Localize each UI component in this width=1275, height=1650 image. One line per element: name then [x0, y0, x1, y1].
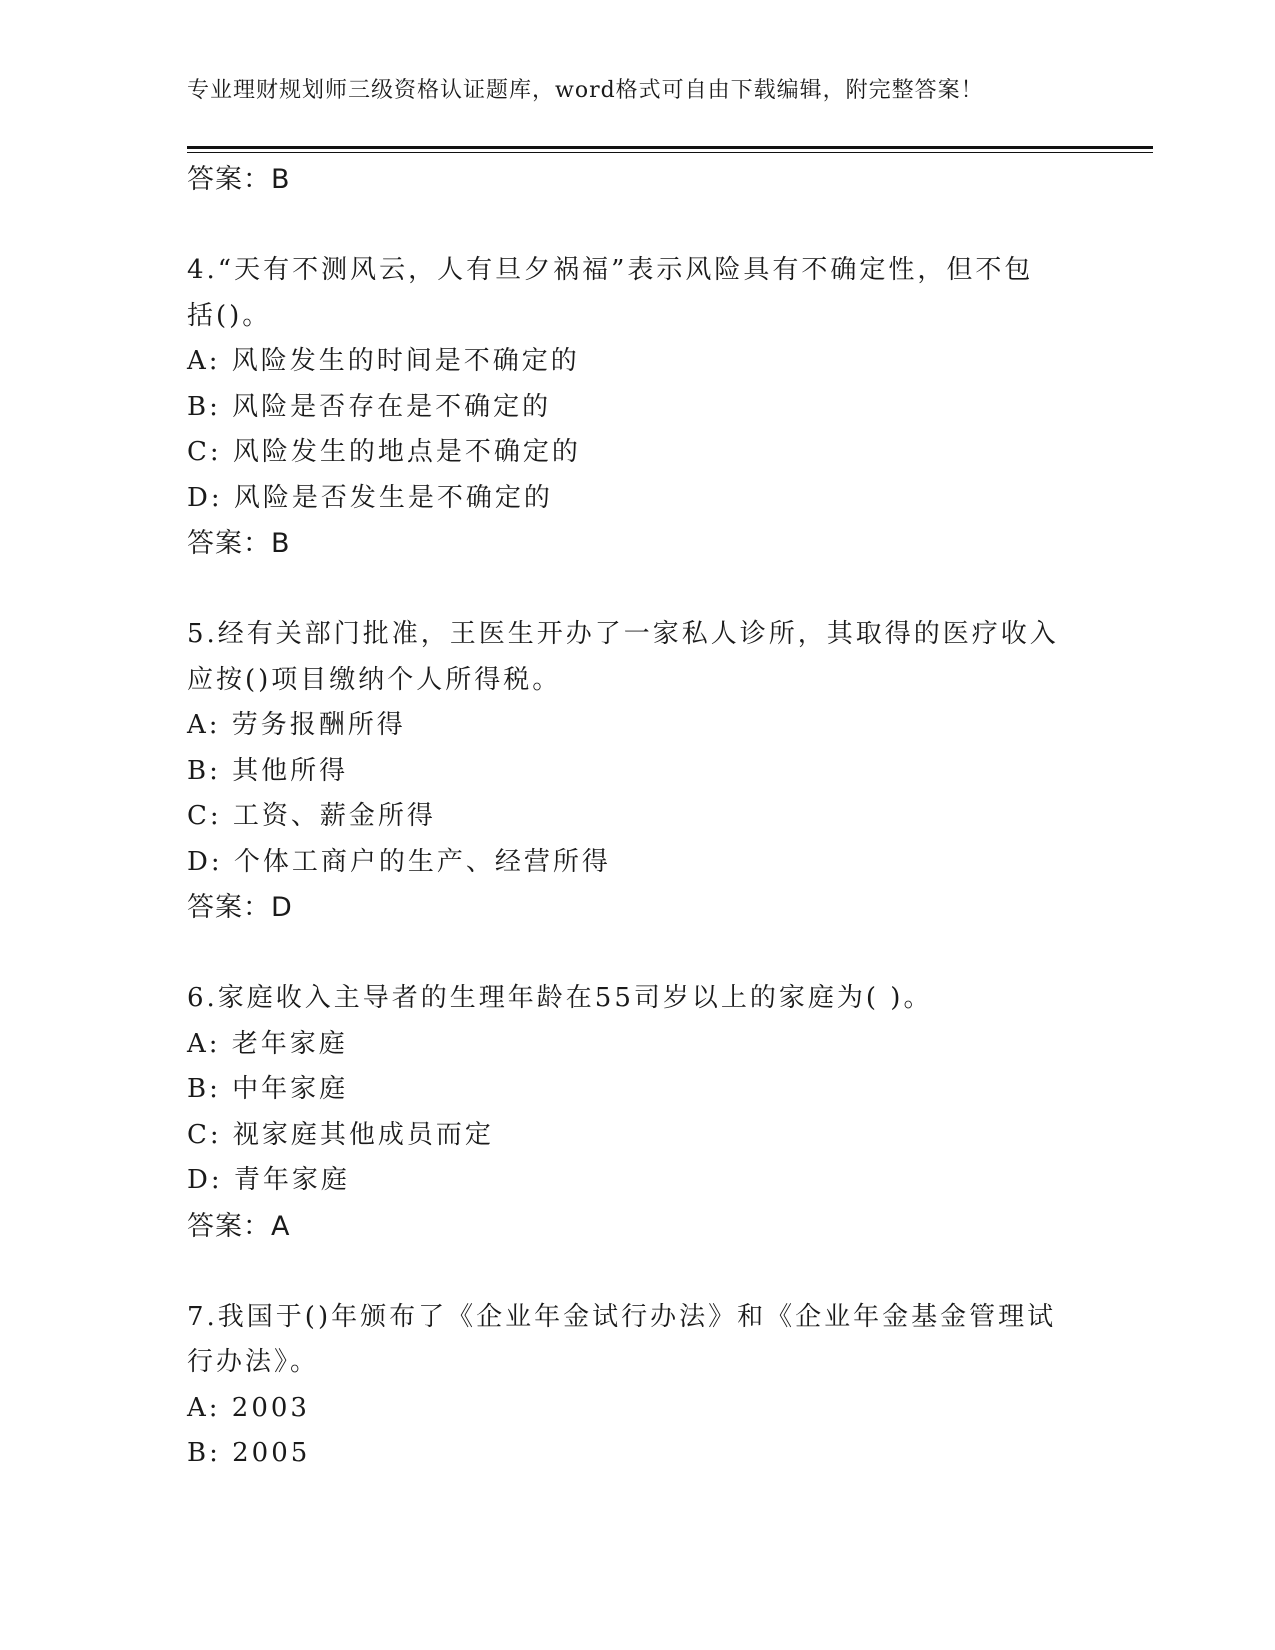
option-d: D: 风险是否发生是不确定的	[187, 482, 553, 513]
page-header: 专业理财规划师三级资格认证题库，word格式可自由下载编辑，附完整答案！	[187, 78, 984, 103]
answer-line: 答案：A	[187, 1210, 291, 1242]
spacer	[187, 931, 1087, 977]
spacer	[187, 567, 1087, 613]
question-stem: 4.“天有不测风云，人有旦夕祸福”表示风险具有不确定性，但不包	[187, 255, 1034, 285]
option-d: D: 个体工商户的生产、经营所得	[187, 846, 611, 877]
question-stem: 7.我国于()年颁布了《企业年金试行办法》和《企业年金基金管理试	[187, 1301, 1057, 1332]
question-stem: 6.家庭收入主导者的生理年龄在55司岁以上的家庭为( )。	[187, 983, 933, 1013]
spacer	[187, 1249, 1087, 1295]
answer-line: 答案：D	[187, 892, 293, 923]
question-stem: 应按()项目缴纳个人所得税。	[187, 664, 562, 695]
spacer	[187, 203, 1087, 249]
option-a: A: 2003	[187, 1392, 310, 1423]
question-content	[187, 157, 1087, 1477]
header-rule-thin	[187, 152, 1153, 153]
option-c: C: 视家庭其他成员而定	[187, 1119, 494, 1150]
answer-line: 答案：B	[187, 528, 291, 559]
question-stem: 5.经有关部门批准，王医生开办了一家私人诊所，其取得的医疗收入	[187, 619, 1059, 649]
option-b: B: 其他所得	[187, 755, 349, 786]
question-6	[187, 976, 1087, 1249]
option-c: C: 风险发生的地点是不确定的	[187, 437, 581, 467]
option-c: C: 工资、薪金所得	[187, 801, 436, 831]
question-4	[187, 248, 1087, 567]
question-stem: 行办法》。	[187, 1347, 320, 1377]
question-stem: 括()。	[187, 300, 272, 331]
header-rule-thick	[187, 146, 1153, 149]
question-7	[187, 1295, 1087, 1477]
option-b: B: 风险是否存在是不确定的	[187, 391, 552, 422]
option-b: B: 2005	[187, 1438, 311, 1468]
option-a: A: 老年家庭	[187, 1028, 348, 1059]
option-d: D: 青年家庭	[187, 1165, 350, 1195]
question-5	[187, 612, 1087, 931]
option-a: A: 劳务报酬所得	[187, 710, 406, 740]
option-a: A: 风险发生的时间是不确定的	[187, 346, 580, 376]
answer-line: 答案：B	[187, 164, 291, 195]
option-b: B: 中年家庭	[187, 1074, 349, 1104]
